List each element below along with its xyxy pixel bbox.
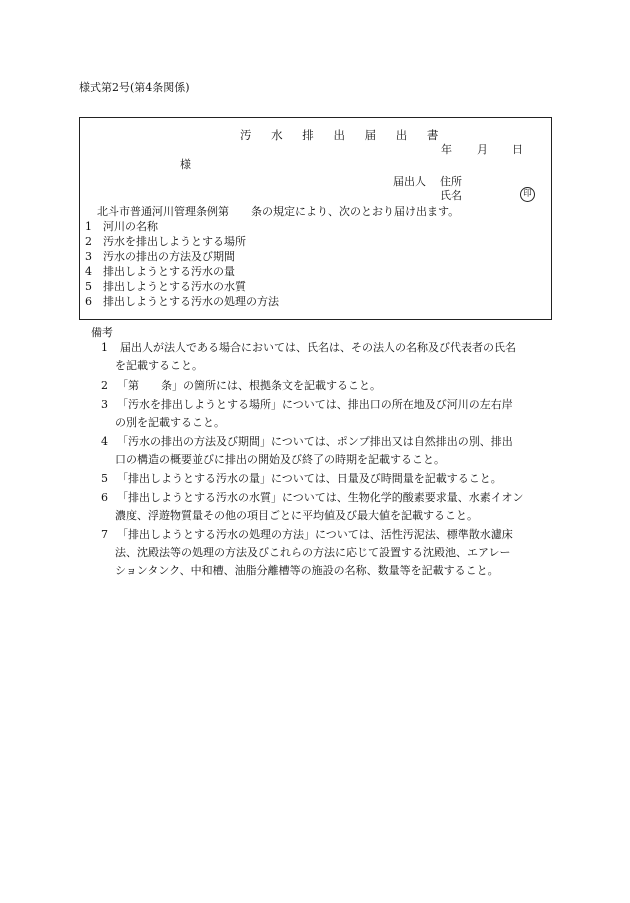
form-number: 様式第2号(第4条関係)	[79, 81, 190, 94]
note-number: 6	[101, 491, 108, 504]
note-line: 濃度、浮遊物質量その他の項目ごとに平均値及び最大値を記載すること。	[115, 509, 478, 522]
note-line: ションタンク、中和槽、油脂分離槽等の施設の名称、数量等を記載すること。	[115, 564, 499, 577]
note-number: 4	[101, 435, 108, 448]
note-line: 「汚水の排出の方法及び期間」については、ポンプ排出又は自然排出の別、排出	[117, 435, 513, 448]
note-number: 7	[101, 528, 108, 541]
form-item: 3 汚水の排出の方法及び期間	[85, 250, 235, 263]
date-day-label: 日	[512, 143, 523, 156]
statement-text: 北斗市普通河川管理条例第 条の規定により、次のとおり届け出ます。	[97, 205, 460, 218]
name-label: 氏名	[440, 189, 462, 202]
remarks-title: 備考	[91, 326, 113, 339]
note-line: の別を記載すること。	[115, 416, 225, 429]
applicant-label: 届出人	[393, 175, 426, 188]
form-item: 2 汚水を排出しようとする場所	[85, 235, 246, 248]
note-line: 届出人が法人である場合においては、氏名は、その法人の名称及び代表者の氏名	[120, 341, 516, 354]
form-item: 6 排出しようとする汚水の処理の方法	[85, 295, 279, 308]
form-title: 汚 水 排 出 届 出 書	[240, 128, 447, 142]
note-number: 3	[101, 398, 108, 411]
note-line: 「第 条」の箇所には、根拠条文を記載すること。	[117, 379, 381, 392]
date-month-label: 月	[477, 143, 488, 156]
note-line: を記載すること。	[115, 359, 203, 372]
seal-icon: 印	[520, 187, 535, 202]
note-line: 「汚水を排出しようとする場所」については、排出口の所在地及び河川の左右岸	[117, 398, 513, 411]
note-line: 「排出しようとする汚水の処理の方法」については、活性汚泥法、標準散水濾床	[117, 528, 513, 541]
form-item: 5 排出しようとする汚水の水質	[85, 280, 246, 293]
date-year-label: 年	[441, 143, 452, 156]
note-line: 口の構造の概要並びに排出の開始及び終了の時期を記載すること。	[115, 453, 445, 466]
note-number: 1	[101, 341, 108, 354]
note-number: 5	[101, 472, 108, 485]
note-line: 「排出しようとする汚水の量」については、日量及び時間量を記載すること。	[117, 472, 502, 485]
address-label: 住所	[440, 175, 462, 188]
form-item: 4 排出しようとする汚水の量	[85, 265, 235, 278]
form-item: 1 河川の名称	[85, 220, 158, 233]
note-number: 2	[101, 379, 108, 392]
note-line: 「排出しようとする汚水の水質」については、生物化学的酸素要求量、水素イオン	[117, 491, 524, 504]
note-line: 法、沈殿法等の処理の方法及びこれらの方法に応じて設置する沈殿池、エアレー	[115, 546, 511, 559]
addressee-suffix: 様	[180, 158, 191, 171]
